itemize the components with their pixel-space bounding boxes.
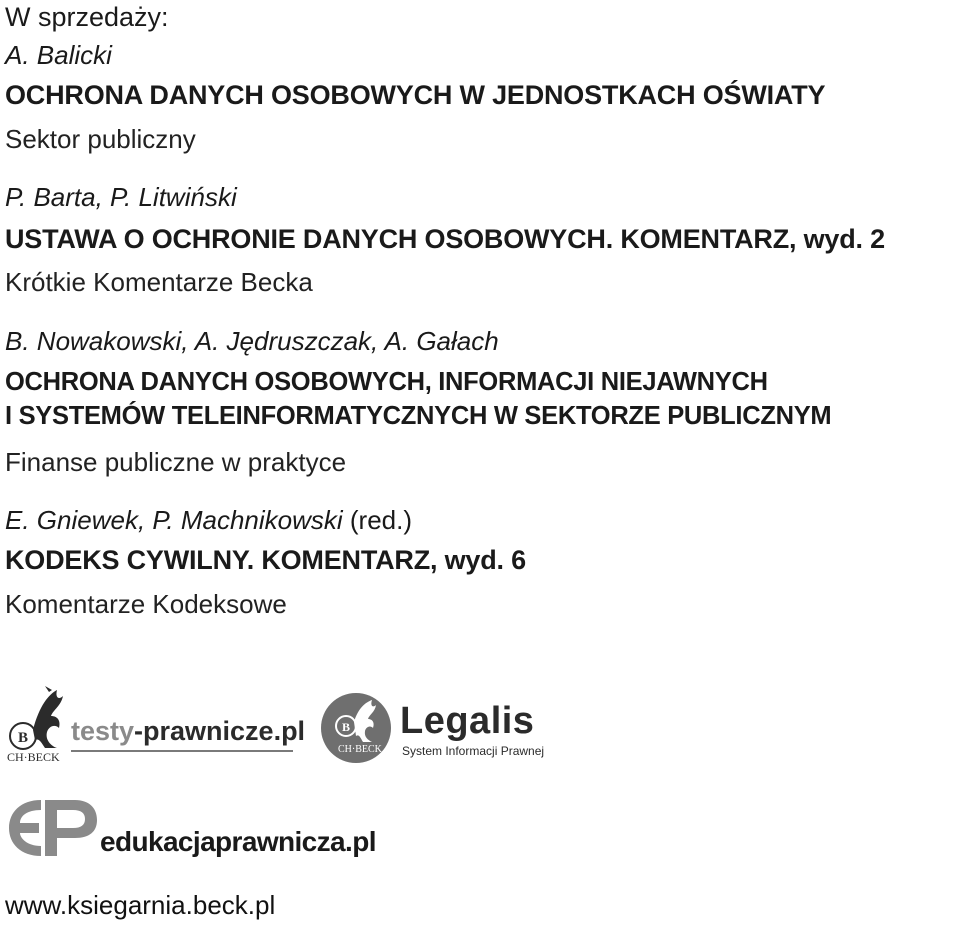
legalis-logo[interactable] bbox=[320, 692, 582, 766]
book-3-authors: B. Nowakowski, A. Jędruszczak, A. Gałach bbox=[5, 326, 499, 356]
legalis-publisher: CH·BECK bbox=[338, 744, 382, 755]
book-4-authors-suffix: (red.) bbox=[342, 505, 413, 535]
book-3-title-line-1[interactable]: OCHRONA DANYCH OSOBOWYCH, INFORMACJI NIEJAWNYCH bbox=[5, 368, 768, 396]
testy-part1: testy bbox=[71, 716, 135, 746]
website-link[interactable]: www.ksiegarnia.beck.pl bbox=[5, 890, 276, 920]
svg-text:B: B bbox=[17, 730, 29, 746]
book-4-authors bbox=[5, 505, 412, 536]
book-2-series: Krótkie Komentarze Becka bbox=[5, 267, 313, 297]
book-2-title[interactable]: USTAWA O OCHRONIE DANYCH OSOBOWYCH. KOMENTARZ, wyd. 2 bbox=[5, 224, 885, 254]
ep-monogram-icon bbox=[5, 796, 101, 860]
testy-prawnicze-logo[interactable] bbox=[5, 686, 306, 764]
book-4-authors-names: E. Gniewek, P. Machnikowski bbox=[5, 505, 343, 535]
testy-underline bbox=[71, 750, 293, 752]
svg-text:B: B bbox=[341, 720, 351, 734]
book-4-title[interactable]: KODEKS CYWILNY. KOMENTARZ, wyd. 6 bbox=[5, 545, 526, 575]
book-3-series: Finanse publiczne w praktyce bbox=[5, 447, 347, 477]
book-2-authors: P. Barta, P. Litwiński bbox=[5, 182, 237, 212]
legalis-tagline: System Informacji Prawnej bbox=[402, 744, 545, 758]
book-1-series: Sektor publiczny bbox=[5, 124, 196, 154]
book-4-series: Komentarze Kodeksowe bbox=[5, 589, 287, 619]
testy-publisher: CH·BECK bbox=[7, 750, 60, 764]
testy-part2: -prawnicze.pl bbox=[134, 716, 306, 746]
edukacja-name: edukacjaprawnicza.pl bbox=[100, 826, 376, 857]
edukacja-logo[interactable] bbox=[5, 796, 376, 866]
legalis-name: Legalis bbox=[400, 700, 535, 742]
testy-wordmark bbox=[71, 716, 305, 747]
section-heading: W sprzedaży: bbox=[5, 2, 169, 32]
book-1-title[interactable]: OCHRONA DANYCH OSOBOWYCH W JEDNOSTKACH OŚWIATY bbox=[5, 80, 826, 110]
book-3-title-line-2[interactable]: I SYSTEMÓW TELEINFORMATYCZNYCH W SEKTORZE PUBLICZNYM bbox=[5, 402, 832, 430]
book-1-authors: A. Balicki bbox=[5, 40, 112, 70]
